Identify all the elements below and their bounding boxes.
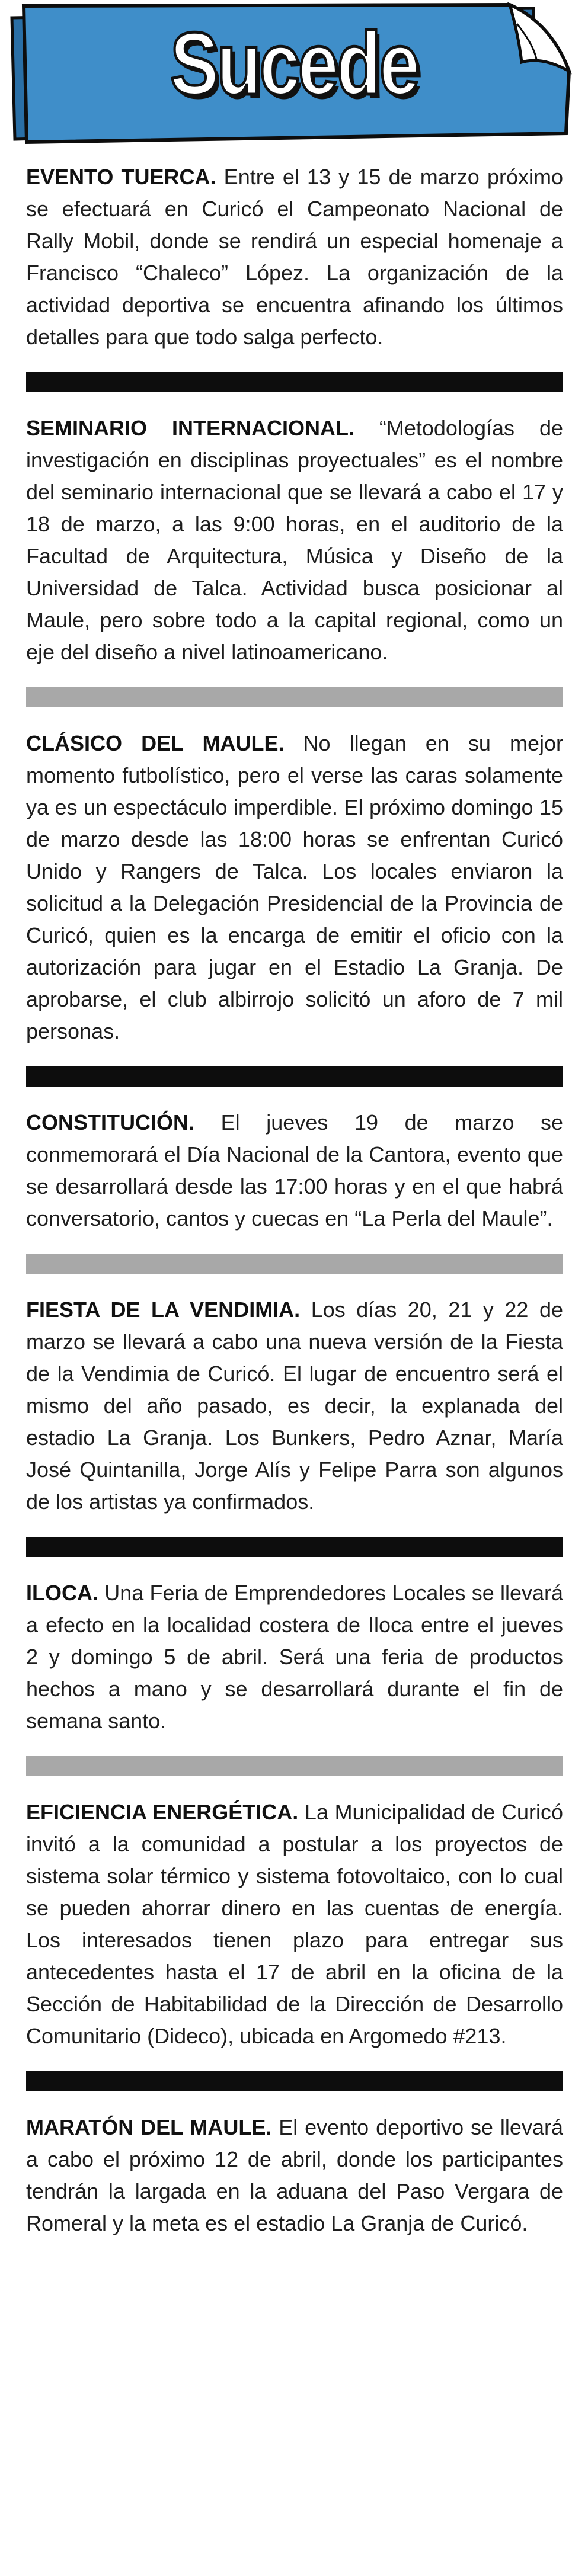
news-list (26, 161, 563, 2239)
news-item-body: No llegan en su mejor momento futbolístico, pero el verse las caras solamente ya es un espectáculo imperdible. El próximo domingo 15 de marzo desde las 18:00 horas se enfrentan Curicó Unido y Rangers de Talca. Los locales enviaron la solicitud a la Delegación Presidencial de la Provincia de Curicó, quien es la encarga de emitir el oficio con la autorización para jugar en el Estadio La Granja. De aprobarse, el club albirrojo solicitó un aforo de 7 mil personas. (26, 731, 564, 1043)
news-item (26, 1796, 563, 2052)
separator-bar (26, 1756, 563, 1776)
news-item-body: Una Feria de Emprendedores Locales se llevará a efecto en la localidad costera de Iloca entre el jueves 2 y domingo 5 de abril. Será una feria de productos hechos a mano y se desarrollará durante el fin de semana santo. (26, 1581, 563, 1733)
news-item-lead: CLÁSICO DEL MAULE. (26, 731, 285, 755)
news-item-lead: FIESTA DE LA VENDIMIA. (26, 1297, 301, 1322)
news-item (26, 1577, 563, 1737)
news-item-body: El evento deportivo se llevará a cabo el próximo 12 de abril, donde los participantes tendrán la largada en la aduana del Paso Vergara de Romeral y la meta es el estadio La Granja de Curicó. (26, 2115, 563, 2235)
news-item (26, 1107, 563, 1235)
separator-bar (26, 1537, 563, 1557)
news-item-lead: EFICIENCIA ENERGÉTICA. (26, 1800, 299, 1824)
separator-bar (26, 1254, 563, 1274)
news-item-lead: ILOCA. (26, 1581, 98, 1605)
news-item-lead: SEMINARIO INTERNACIONAL. (26, 416, 354, 440)
separator-bar (26, 2071, 563, 2091)
news-item (26, 1294, 563, 1518)
section-title: Sucede (170, 14, 418, 113)
separator-bar (26, 687, 563, 707)
news-item-lead: EVENTO TUERCA. (26, 165, 216, 189)
news-item-body: Los días 20, 21 y 22 de marzo se llevará a cabo una nueva versión de la Fiesta de la Vendimia de Curicó. El lugar de encuentro será el mismo del año pasado, es decir, la explanada del estadio La Granja. Los Bunkers, Pedro Aznar, María José Quintanilla, Jorge Alís y Felipe Parra son algunos de los artistas ya confirmados. (26, 1297, 563, 1514)
news-item-lead: MARATÓN DEL MAULE. (26, 2115, 272, 2139)
separator-bar (26, 372, 563, 392)
news-item (26, 2112, 563, 2239)
news-item-body: El jueves 19 de marzo se conmemorará el Día Nacional de la Cantora, evento que se desarrollará desde las 17:00 horas y en el que habrá conversatorio, cantos y cuecas en “La Perla del Maule”. (26, 1110, 563, 1231)
news-item (26, 412, 563, 668)
news-item-body: “Metodologías de investigación en disciplinas proyectuales” es el nombre del seminario internacional que se llevará a cabo el 17 y 18 de marzo, a las 9:00 horas, en el auditorio de la Facultad de Arquitectura, Música y Diseño de la Universidad de Talca. Actividad busca posicionar al Maule, pero sobre todo a la capital regional, como un eje del diseño a nivel latinoamericano. (26, 416, 563, 664)
news-item (26, 161, 563, 353)
news-item (26, 728, 563, 1047)
news-item-body: Entre el 13 y 15 de marzo próximo se efectuará en Curicó el Campeonato Nacional de Rally Mobil, donde se rendirá un especial homenaje a Francisco “Chaleco” López. La organización de la actividad deportiva se encuentra afinando los últimos detalles para que todo salga perfecto. (26, 165, 563, 349)
news-item-body: La Municipalidad de Curicó invitó a la comunidad a postular a los proyectos de sistema solar térmico y sistema fotovoltaico, con lo cual se pueden ahorrar dinero en las cuentas de energía. Los interesados tienen plazo para entregar sus antecedentes hasta el 17 de abril en la oficina de la Sección de Habitabilidad de la Dirección de Desarrollo Comunitario (Dideco), ubicada en Argomedo #213. (26, 1800, 563, 2048)
separator-bar (26, 1066, 563, 1087)
section-banner (0, 0, 588, 148)
news-item-lead: CONSTITUCIÓN. (26, 1110, 194, 1135)
